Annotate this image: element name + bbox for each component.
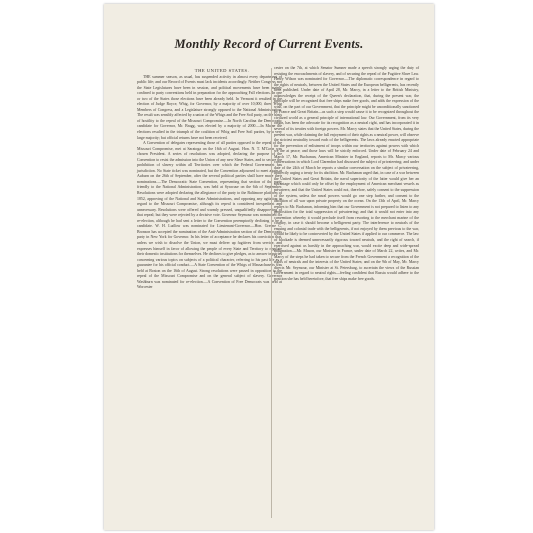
right-column (274, 66, 419, 282)
section-heading: THE UNITED STATES. (194, 68, 250, 73)
document-page (104, 4, 434, 530)
left-column (137, 68, 282, 291)
paragraph: A Convention of delegates representing those of all parties opposed to the repeal of the Missouri Compromise, met at Saratoga on the 16th of August. Hon. N. T. M'Coun was chosen President. A series of resolutions was adopted, declaring the purpose of the Convention to resist the admission into the Union of any new Slave States, and to secure the prohibition of slavery within all Territories over which the Federal Government has jurisdiction. No State ticket was nominated, but the Convention adjourned to meet again at Auburn on the 26th of September, after the several political parties shall have made their nominations.—The Democratic State Convention, representing that section of the party friendly to the National Administration, was held at Syracuse on the 6th of September. Resolutions were adopted declaring the allegiance of the party to the Baltimore platform of 1852, approving of the National and State Administrations, and opposing any agitation in regard to the Missouri Compromise, although its repeal is considered inexpedient and unnecessary. Resolutions were offered and warmly pressed, unqualifiedly disapproving of that repeal; but they were rejected by a decisive vote. Governor Seymour was nominated for re-election, although he had sent a letter to the Convention peremptorily declining to be a candidate. W. H. Ludlow was nominated for Lieutenant-Governor.—Hon. Greene C. Bronson has accepted the nomination of the Anti-Administration section of the Democratic party in New York for Governor. In his letter of acceptance he declares his conviction that, unless we wish to dissolve the Union, we must deliver up fugitives from service, and expresses himself in favor of allowing the people of every State and Territory to regulate their domestic institutions for themselves. He declines to give pledges, as to answer inquiries concerning various topics on subjects of a political character, referring to his past life as a guarantee for his official conduct.—A State Convention of the Whigs of Massachusetts was held at Boston on the 16th of August. Strong resolutions were passed in opposition to the repeal of the Missouri Compromise and on the general subject of slavery. Governor Washburn was nominated for re-election.—A Convention of Free Democrats was held at Worcester (137, 141, 282, 290)
paragraph: THE summer season, as usual, has suspended activity in almost every department of public life; and our Record of Events must lack incidents accordingly. Neither Congress nor the State Legislatures have been in session, and political movements have been mainly confined to party conventions held in preparation for the approaching Fall elections. In one or two of the States those elections have been already held. In Vermont it resulted in the election of Judge Royce, Whig, for Governor, by a majority of over 10,000, three Whig Members of Congress, and a Legislature strongly opposed to the National Administration. The result was sensibly affected by a union of the Whigs and the Free Soil party, on the basis of hostility to the repeal of the Missouri Compromise.—In North Carolina the Democratic candidate for Governor, Mr. Bragg, was elected by a majority of 2000.—In Maine the elections resulted in the triumph of the coalition of Whig and Free Soil parties, by a very large majority; but official returns have not been received. (137, 74, 282, 140)
page-title: Monthly Record of Current Events. (174, 37, 364, 51)
column-divider (271, 68, 272, 518)
paragraph: cester on the 7th, at which Senator Sumner made a speech strongly urging the duty of resisting the encroachments of slavery, and of securing the repeal of the Fugitive Slave Law. Henry Wilson was nominated for Governor.—The diplomatic correspondence in regard to the rights of neutrals, between the United States and the European belligerents, has recently been published. Under date of April 28, Mr. Marcy, in a letter to the British Ministry, acknowledges the receipt of the Queen's declaration, that, during the present war, the principle will be recognized that free ships make free goods, and adds the expression of the wish, on the part of our Government, that the principle might be unconditionally sanctioned by France and Great Britain—as such a step would cause it to be recognized throughout the civilized world as a general principle of international law. Our Government, from its very origin, has been the advocate for its recognition as a neutral right, and has incorporated it in several of its treaties with foreign powers. Mr. Marcy states that the United States, during the present war, while claiming the full enjoyment of their rights as a neutral power, will observe the strictest neutrality toward each of the belligerents. The laws already enacted appropriate for the prevention of enlistment of troops within our territories against powers with which we are at peace; and those laws will be strictly enforced. Under date of February 24 and March 17, Mr. Buchanan, American Minister in England, reports to Mr. Marcy various conversations in which Lord Clarendon had discussed the subject of privateering; and under date of the 24th of March he reports a similar conversation on the subject of privateering, indirectly urging a treaty for its abolition. Mr. Buchanan urged that, in case of a war between the United States and Great Britain, the naval superiority of the latter would give her an advantage which could only be offset by the employment of American merchant vessels as privateers; and that the United States could not, therefore, safely consent to the suppression of the system, unless the naval powers would go one step further, and consent to the abolition of all war upon private property on the ocean. On the 13th of April, Mr. Marcy replies to Mr. Buchanan, informing him that our Government is not prepared to listen to any proposition for the total suppression of privateering; and that it would not enter into any convention whereby it would preclude itself from resorting to the merchant marine of the country, in case it should become a belligerent party. The interference to neutrals of the ensuing and colonial trade with the belligerents, if not enjoyed by them previous to the war, would be likely to be controverted by the United States if applied to our commerce. The law of blockade is deemed unnecessarily rigorous toward neutrals, and the right of search, if exercised against us harshly in the approaching war, would excite deep and wide-spread indignation.—Mr. Mason, our Minister in France, under date of March 22, writes, and Mr. Marcy of the steps he had taken to secure from the French Government a recognition of the rights of neutrals and the interests of the United States; and on the 9th of May, Mr. Marcy directs Mr. Seymour, our Minister at St. Petersburg, to ascertain the views of the Russian Government in regard to neutral rights—feeling confident that Russia would adhere to the position she has held heretofore, that free ships make free goods. (274, 66, 420, 281)
